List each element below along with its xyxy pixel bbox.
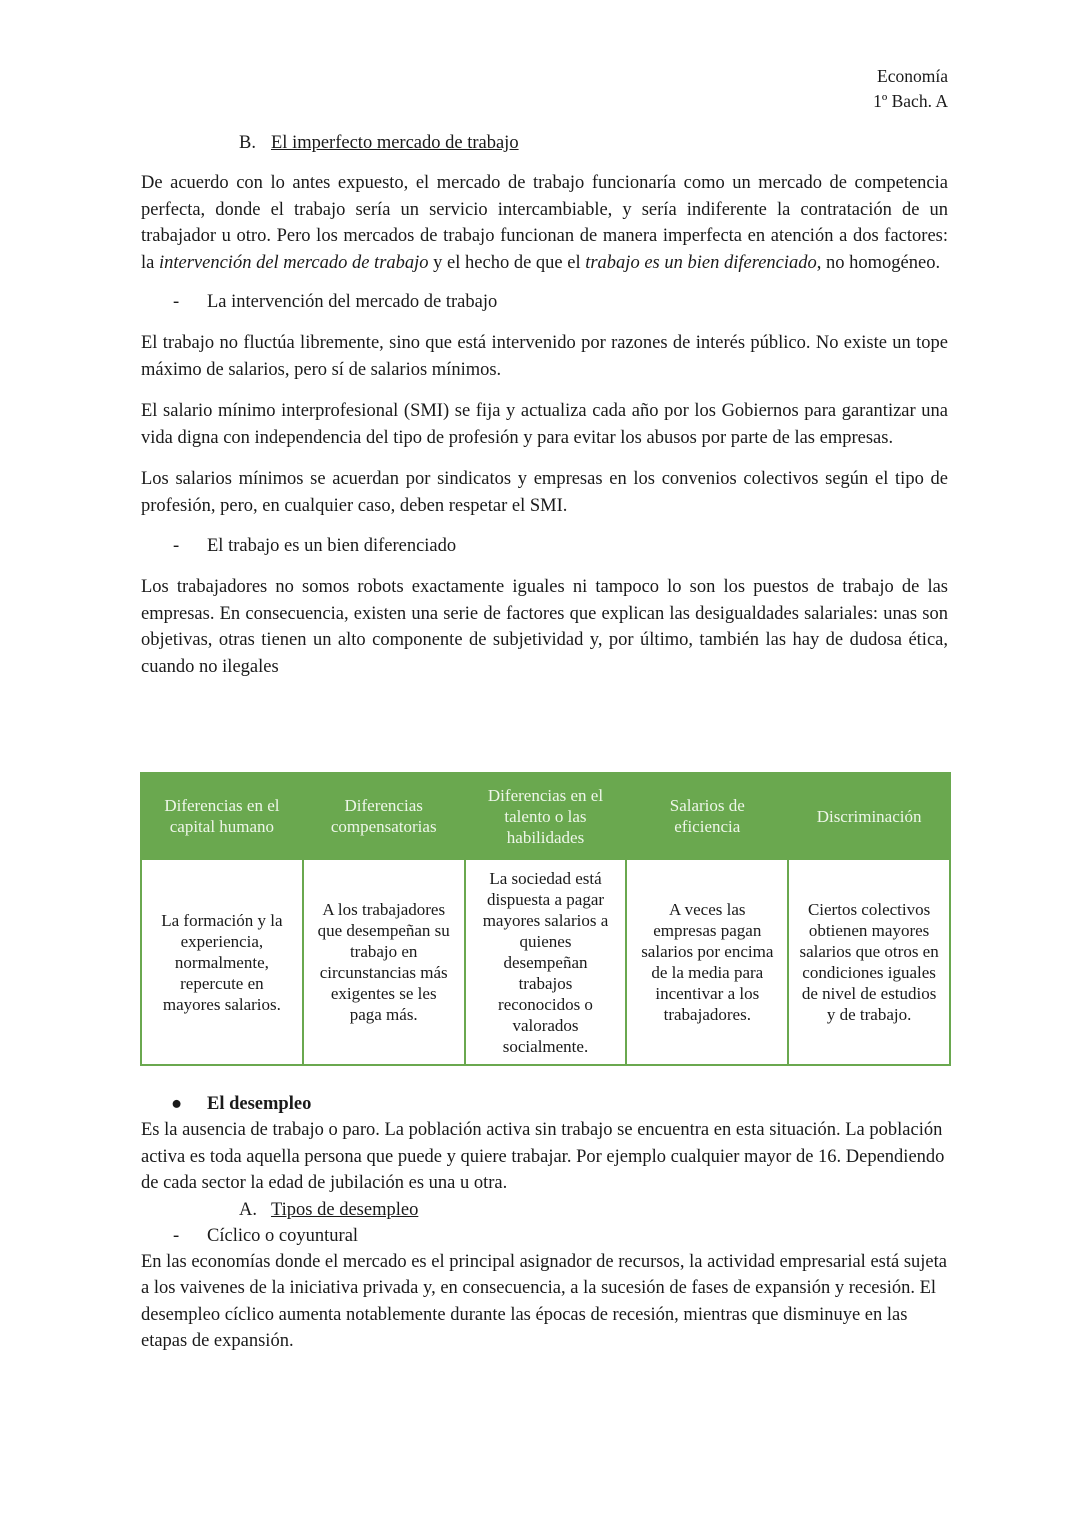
- paragraph-smi: El salario mínimo interprofesional (SMI) se fija y actualiza cada año por los Gobiernos para garantizar una vida digna con independencia del tipo de profesión y para evitar los abusos por parte de las empresas.: [141, 401, 948, 448]
- unemployment-definition: Es la ausencia de trabajo o paro. La población activa sin trabajo se encuentra en esta situación. La población activa es toda aquella persona que puede y quiere trabajar. Por ejemplo cualquier mayor de 16. Dependiendo de cada sector la edad de jubilación es una u otra.: [141, 1120, 945, 1193]
- table-cell: A los trabajadores que desempeñan su trabajo en circunstancias más exigentes se les paga más.: [303, 859, 465, 1065]
- section-b-number: B.: [239, 133, 256, 153]
- subsection-cyclical-heading: - Cíclico o coyuntural: [173, 1225, 359, 1246]
- table-header-cell: Diferencias en el talento o las habilidades: [465, 773, 627, 859]
- table-header-row: [141, 773, 950, 859]
- document-body: [141, 130, 948, 680]
- paragraph-intervention-1: El trabajo no fluctúa libremente, sino que está intervenido por razones de interés público. No existe un tope máximo de salarios, pero sí de salarios mínimos.: [141, 333, 948, 380]
- section-a-heading: [239, 1197, 1046, 1223]
- subject-label: Economía: [877, 66, 948, 86]
- emphasis-intervention: intervención del mercado de trabajo: [158, 252, 429, 273]
- intro-paragraph: De acuerdo con lo antes expuesto, el mercado de trabajo funcionaría como un mercado de competencia perfecta, donde el trabajo sería un servicio intercambiable, y sería indiferente la contratación de un trabajador u otro. Pero los mercados de trabajo funcionan de manera imperfecta en atención a dos factores: la intervención del mercado de trabajo y el hecho de que el trabajo es un bien diferenciado, no homogéneo.: [141, 173, 948, 273]
- table-header-cell: Salarios de eficiencia: [626, 773, 788, 859]
- unemployment-heading: [141, 1091, 948, 1117]
- subsection-differentiated-title: El trabajo es un bien diferenciado: [207, 536, 457, 556]
- table-header-cell: Diferencias en el capital humano: [141, 773, 303, 859]
- section-a-title: Tipos de desempleo: [271, 1199, 419, 1220]
- paragraph-cyclical: En las economías donde el mercado es el principal asignador de recursos, la actividad empresarial está sujeta a los vaivenes de la iniciativa privada y, en consecuencia, a la sucesión de fases de expansión y recesión. El desempleo cíclico aumenta notablemente durante las épocas de recesión, mientras que disminuye en las etapas de expansión.: [141, 1251, 947, 1351]
- unemployment-title: El desempleo: [207, 1094, 312, 1114]
- emphasis-differentiated: trabajo es un bien diferenciado: [585, 252, 817, 273]
- page-header: [873, 64, 948, 114]
- table-row: [141, 859, 950, 1065]
- table-header-cell: Discriminación: [788, 773, 950, 859]
- section-a-number: A.: [239, 1199, 257, 1220]
- subsection-intervention-heading: - La intervención del mercado de trabajo: [173, 292, 498, 312]
- table-cell: A veces las empresas pagan salarios por encima de la media para incentivar a los trabajadores.: [626, 859, 788, 1065]
- table-header-cell: Diferencias compensatorias: [303, 773, 465, 859]
- section-b-heading: [239, 130, 1046, 156]
- table-cell: La formación y la experiencia, normalmente, repercute en mayores salarios.: [141, 859, 303, 1065]
- subsection-intervention-title: La intervención del mercado de trabajo: [207, 292, 498, 312]
- section-b-title: El imperfecto mercado de trabajo: [271, 133, 519, 153]
- table-cell: Ciertos colectivos obtienen mayores salarios que otros en condiciones iguales de nivel de estudios y de trabajo.: [788, 859, 950, 1065]
- table-cell: La sociedad está dispuesta a pagar mayores salarios a quienes desempeñan trabajos reconocidos o valorados socialmente.: [465, 859, 627, 1065]
- paragraph-differentiated: Los trabajadores no somos robots exactamente iguales ni tampoco lo son los puestos de trabajo de las empresas. En consecuencia, existen una serie de factores que explican las desigualdades salariales: unas son objetivas, otras tienen un alto componente de subjetividad y, por último, también las hay de dudosa ética, cuando no ilegales: [141, 577, 948, 677]
- course-label: 1º Bach. A: [873, 91, 948, 111]
- subsection-differentiated-heading: - El trabajo es un bien diferenciado: [173, 536, 457, 556]
- unemployment-section: [141, 1091, 948, 1355]
- subsection-cyclical-title: Cíclico o coyuntural: [207, 1225, 359, 1246]
- paragraph-minimum-wages: Los salarios mínimos se acuerdan por sindicatos y empresas en los convenios colectivos según el tipo de profesión, pero, en cualquier caso, deben respetar el SMI.: [141, 469, 948, 516]
- wage-factors-table: [140, 772, 951, 1066]
- bullet-icon: ●: [171, 1094, 183, 1114]
